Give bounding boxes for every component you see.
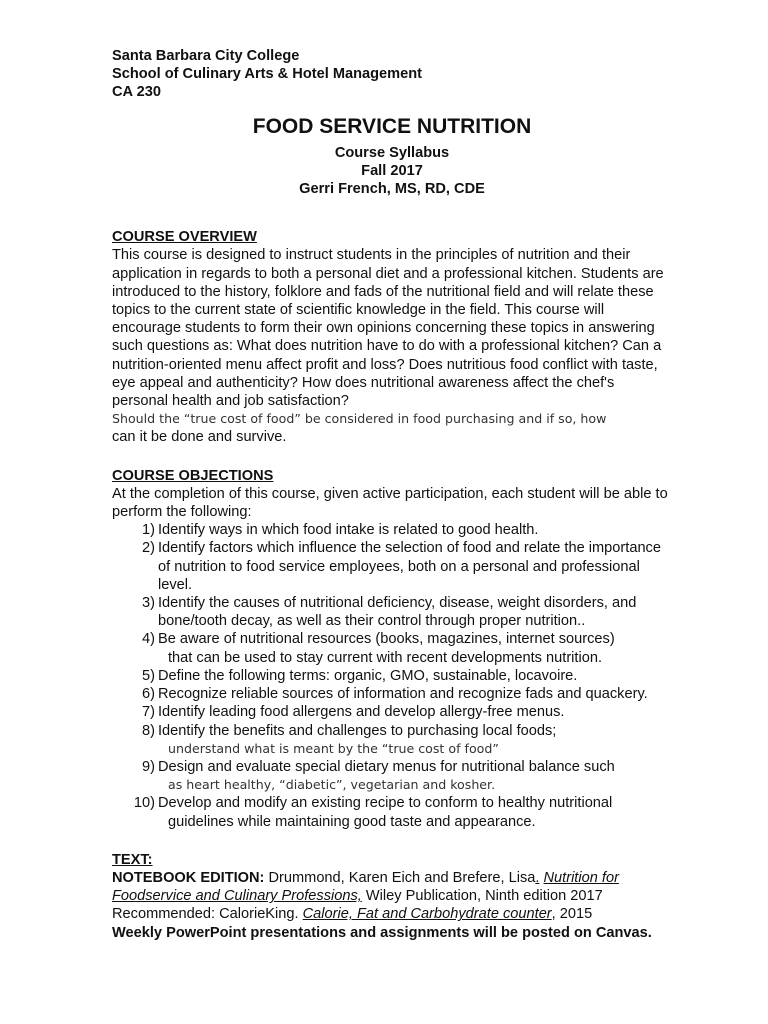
overview-heading: COURSE OVERVIEW [112,229,257,246]
item-number: 8) [142,722,155,739]
overview-text-end: can it be done and survive. [112,429,287,446]
list-item [112,722,672,758]
title-block [112,114,672,199]
item-continuation: as heart healthy, “diabetic”, vegetarian and kosher. [168,777,496,793]
list-item [112,521,672,539]
document-header [112,47,672,102]
textbook-citation [112,869,672,905]
college-name: Santa Barbara City College [112,48,300,64]
overview-section [112,228,672,446]
list-item [112,667,672,685]
overview-text-light: Should the “true cost of food” be considered in food purchasing and if so, how [112,411,607,427]
item-number: 1) [142,522,155,539]
item-number: 7) [142,704,155,721]
item-continuation: understand what is meant by the “true cost of food” [168,740,499,756]
list-item [112,685,672,703]
list-item [112,630,672,666]
item-text: Define the following terms: organic, GMO, sustainable, locavoire. [158,667,578,684]
item-number: 2) [142,540,155,557]
objections-intro: At the completion of this course, given active participation, each student will be able to perform the following: [112,485,668,521]
item-text: Identify factors which influence the selection of food and relate the importance of nutrition to food service employees, both on a personal and professional level. [158,540,661,593]
textbook-title: Nutrition for Foodservice and Culinary Professions, [112,869,619,905]
recommended-title: Calorie, Fat and Carbohydrate counter [302,906,552,923]
list-item [112,539,672,594]
item-number: 4) [142,631,155,648]
item-text: Identify the causes of nutritional deficiency, disease, weight disorders, and bone/tooth decay, as well as their control through proper nutrition.. [158,595,637,630]
item-continuation: guidelines while maintaining good taste and appearance. [168,813,536,830]
item-number: 3) [142,595,155,612]
list-item [112,703,672,721]
course-code: CA 230 [112,84,161,101]
list-item [112,758,672,794]
item-number: 10) [133,795,155,812]
list-item [112,794,672,830]
canvas-note: Weekly PowerPoint presentations and assignments will be posted on Canvas. [112,924,652,941]
item-text: Design and evaluate special dietary menus for nutritional balance such [158,758,615,775]
item-text: Be aware of nutritional resources (books, magazines, internet sources) [158,631,615,648]
syllabus-page [112,47,672,942]
item-text: Identify leading food allergens and develop allergy-free menus. [158,704,565,721]
term: Fall 2017 [361,162,423,179]
item-text: Recognize reliable sources of information and recognize fads and quackery. [158,686,648,703]
item-text: Identify the benefits and challenges to purchasing local foods; [158,722,557,739]
item-number: 6) [142,686,155,703]
syllabus-subtitle: Course Syllabus [334,144,450,161]
text-heading: TEXT: [112,851,153,868]
recommended-citation [112,905,672,923]
edition-label: NOTEBOOK EDITION: [112,869,265,886]
author-period: . [535,869,540,886]
objections-heading: COURSE OBJECTIONS [112,467,274,484]
overview-text: This course is designed to instruct students in the principles of nutrition and their application in regards to both a personal diet and a professional kitchen. Students are introduced to the history, folklore and fads of the nutritional field and will relate these topics to the current state of scientific knowledge in the field. This course will encourage students to form their own opinions concerning these topics in answering such questions as: What does nutrition have to do with a professional kitchen? Can a nutrition-oriented menu affect profit and loss? Does nutritious food conflict with taste, eye appeal and authenticity? How does nutritional awareness affect the chef's personal health and job satisfaction? [112,247,664,410]
recommended-year: , 2015 [551,906,593,923]
item-text: Identify ways in which food intake is related to good health. [158,522,539,539]
item-continuation: that can be used to stay current with recent developments nutrition. [168,649,603,666]
text-section [112,851,672,942]
textbook-authors: Drummond, Karen Eich and Brefere, Lisa [264,869,536,886]
item-number: 9) [142,758,155,775]
list-item [112,594,672,630]
item-text: Develop and modify an existing recipe to conform to healthy nutritional [158,795,613,812]
instructor: Gerri French, MS, RD, CDE [299,181,485,198]
objections-section [112,467,672,831]
recommended-label: Recommended: CalorieKing. [112,906,303,923]
textbook-publisher: Wiley Publication, Ninth edition 2017 [361,888,603,905]
page-title: FOOD SERVICE NUTRITION [252,114,532,138]
objections-list [112,521,672,830]
item-number: 5) [142,667,155,684]
school-name: School of Culinary Arts & Hotel Management [112,66,423,83]
